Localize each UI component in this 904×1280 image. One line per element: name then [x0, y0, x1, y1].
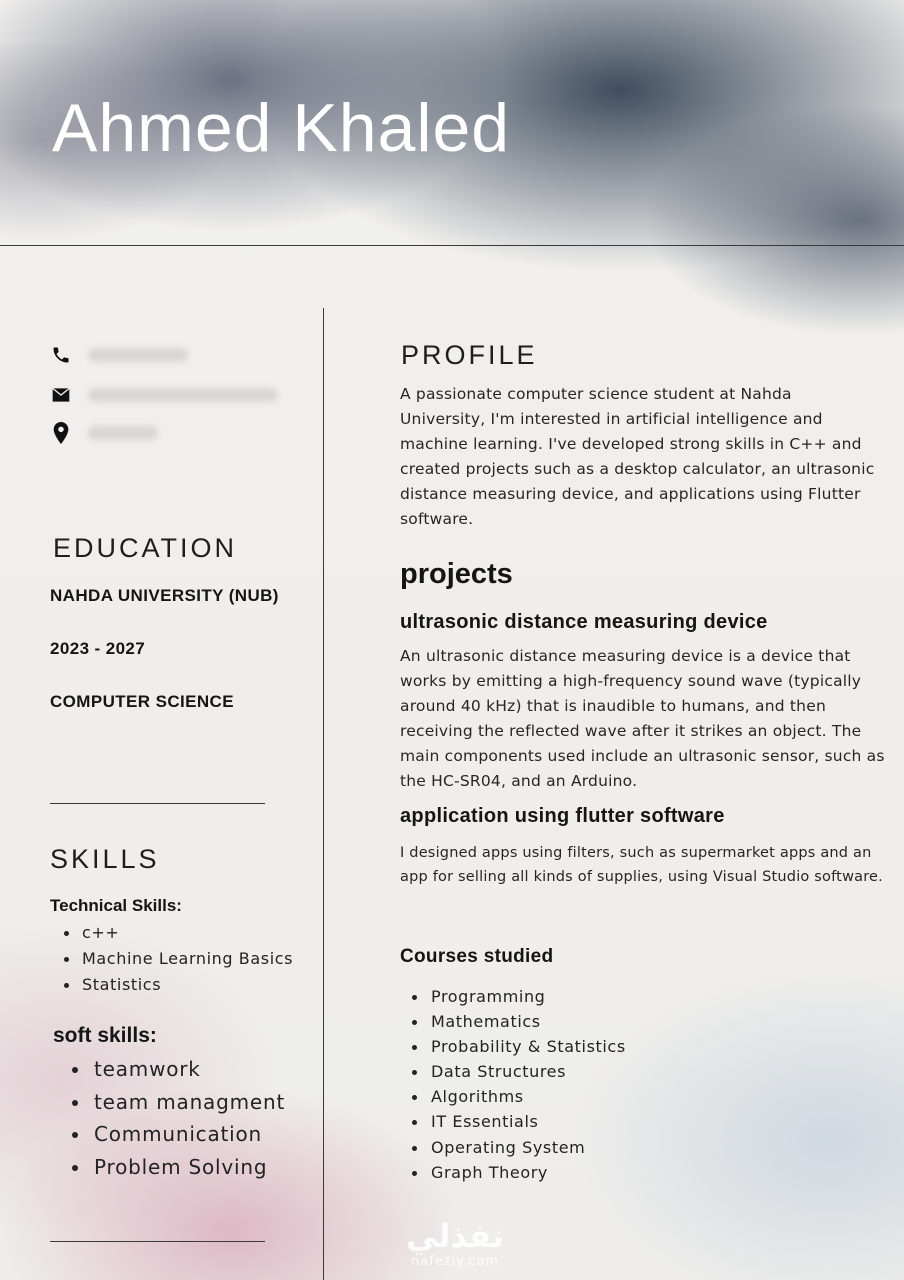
list-item: Operating System [400, 1135, 626, 1160]
soft-skills-list [52, 1053, 285, 1183]
list-item: Mathematics [400, 1009, 626, 1034]
list-item: Communication [52, 1118, 285, 1151]
skills-title: SKILLS [50, 844, 160, 874]
contact-location-row [50, 420, 158, 446]
list-item: Statistics [50, 972, 293, 998]
list-item: Machine Learning Basics [50, 946, 293, 972]
skills-divider [50, 1241, 265, 1242]
list-item: Problem Solving [52, 1151, 285, 1184]
location-redacted [88, 426, 158, 440]
list-item: Graph Theory [400, 1160, 626, 1185]
technical-skills-list [50, 920, 293, 998]
profile-title: PROFILE [401, 340, 538, 370]
profile-text: A passionate computer science student at Nahda University, I'm interested in artificial intelligence and machine learning. I've developed strong skills in C++ and created projects such as a desktop calculator, an ultrasonic distance measuring device, and applications using Flutter software. [400, 385, 875, 528]
project-1-text: An ultrasonic distance measuring device is a device that works by emitting a high-frequency sound wave (typically around 40 kHz) that is inaudible to humans, and then receiving the reflected wave after it strikes an object. The main components used include an ultrasonic sensor, such as the HC-SR04, and an Arduino. [400, 647, 885, 790]
watermark [395, 1218, 515, 1270]
list-item: teamwork [52, 1053, 285, 1086]
project-2-text: I designed apps using filters, such as supermarket apps and an app for selling all kinds of supplies, using Visual Studio software. [400, 845, 883, 885]
watermark-url: nafezly.com [411, 1254, 499, 1269]
list-item: team managment [52, 1086, 285, 1119]
courses-title: Courses studied [400, 946, 554, 967]
location-icon [50, 422, 72, 444]
phone-number-redacted [88, 348, 188, 362]
contact-email-row [50, 382, 278, 408]
list-item: Data Structures [400, 1059, 626, 1084]
list-item: c++ [50, 920, 293, 946]
courses-list [400, 984, 626, 1185]
education-years: 2023 - 2027 [50, 639, 146, 658]
list-item: Probability & Statistics [400, 1034, 626, 1059]
list-item: Programming [400, 984, 626, 1009]
list-item: IT Essentials [400, 1109, 626, 1134]
email-icon [50, 384, 72, 406]
email-address-redacted [88, 388, 278, 402]
header-divider [0, 245, 904, 246]
education-title: EDUCATION [53, 533, 238, 563]
contact-phone-row [50, 342, 188, 368]
projects-title: projects [400, 558, 513, 590]
person-name: Ahmed Khaled [52, 90, 511, 166]
column-divider [323, 308, 324, 1280]
phone-icon [50, 344, 72, 366]
education-major: COMPUTER SCIENCE [50, 692, 234, 711]
education-university: NAHDA UNIVERSITY (NUB) [50, 586, 279, 605]
list-item: Algorithms [400, 1084, 626, 1109]
soft-skills-title: soft skills: [53, 1024, 157, 1047]
project-1-title: ultrasonic distance measuring device [400, 611, 768, 633]
technical-skills-title: Technical Skills: [50, 896, 182, 915]
education-divider [50, 803, 265, 804]
project-2-title: application using flutter software [400, 805, 725, 827]
watermark-arabic: نفذلي [406, 1217, 504, 1255]
